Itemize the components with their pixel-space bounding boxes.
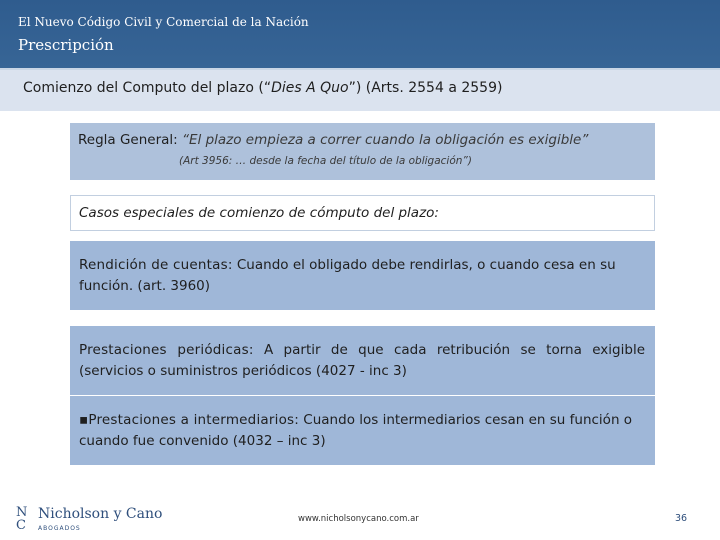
subtitle-text [23,80,502,96]
special-cases-heading-box [70,195,655,231]
footer-url: www.nicholsonycano.com.ar [298,514,419,524]
case-box-intermediarios [70,396,655,465]
page-number: 36 [675,513,688,524]
general-rule-label: Regla General: [78,132,183,148]
firm-logo [16,506,166,536]
general-rule-quote: “El plazo empieza a correr cuando la obligación es exigible” [182,132,589,148]
case-label: Rendición de cuentas: [79,257,233,273]
subtitle-suffix: ”) (Arts. 2554 a 2559) [348,80,503,96]
case-box-rendicion [70,241,655,310]
case-label: ▪Prestaciones a intermediarios: [79,412,300,428]
slide-title: Prescripción [18,36,114,54]
special-cases-heading: Casos especiales de comienzo de cómputo del plazo: [79,205,439,221]
case-text: A partir de que cada retribución se torna exigible (servicios o suministros periódicos (4027 - inc 3) [79,342,645,379]
logo-initial-n: N [16,505,28,520]
general-rule-reference: (Art 3956: … desde la fecha del título de la obligación”) [179,155,472,167]
header-sup-title: El Nuevo Código Civil y Comercial de la Nación [18,15,309,29]
subtitle-prefix: Comienzo del Computo del plazo (“ [23,80,272,96]
general-rule-line [78,132,588,148]
case-label: Prestaciones periódicas: [79,342,254,358]
slide-header [0,0,720,70]
subtitle-emphasis: Dies A Quo [271,80,349,96]
case-text: Cuando el obligado debe rendirlas, o cuando cesa en su función. (art. 3960) [79,257,616,294]
case-text: Cuando los intermediarios cesan en su función o cuando fue convenido (4032 – inc 3) [79,412,633,449]
subtitle-bar [0,70,720,111]
general-rule-box [70,123,655,180]
logo-name: Nicholson y Cano [38,506,163,522]
logo-mark [16,506,36,534]
case-box-prestaciones-periodicas [70,326,655,395]
logo-initial-c: C [16,518,26,533]
logo-subtitle: ABOGADOS [38,525,81,532]
